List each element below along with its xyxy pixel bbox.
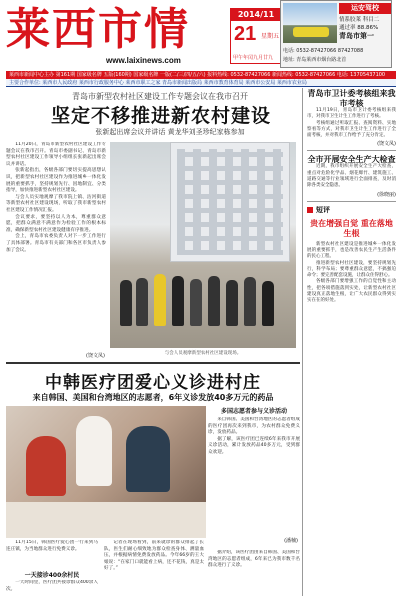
person-figure — [190, 279, 202, 326]
commentary-body — [307, 242, 396, 305]
paragraph: 11月15日，韩国医疗爱心团一行来到马连庄镇，为当地群众进行免费义诊。 — [6, 540, 98, 552]
person-figure — [208, 276, 220, 326]
commentary-title[interactable]: 贵在增强自觉 重在落地生根 — [310, 217, 393, 238]
date-weekday: 星期五 — [261, 33, 280, 40]
square-bullet-icon — [307, 207, 313, 213]
story2-subhead: 来自韩国、美国和台湾地区的志愿者，6年义诊发放40多万元的药品 — [32, 393, 274, 402]
paragraph: 会议要求，要坚持以人为本，尊重群众意愿，把群众满意不满意作为检验工作的根本标准，确保新型农村社区建设健康有序推进。 — [6, 214, 106, 233]
sidebar-credit: (潘楠) — [284, 538, 298, 544]
story2-photo — [6, 406, 206, 538]
story1-body — [6, 142, 106, 352]
date-day: 21 — [234, 23, 257, 45]
lunar-date: 甲午年闰九月廿九 — [233, 55, 274, 61]
paragraph: 张新起指出，各级各部门要切实提高思想认识，把新型农村社区建设作为推进城乡一体化发展的重要抓手，坚持规划先行、因地制宜、分类指导，加快推进新型农村社区建设。 — [6, 168, 106, 194]
ad-line: 情系胶莱 科目二 — [339, 17, 380, 23]
website-url[interactable]: www.laixinews.com — [106, 56, 181, 65]
right-story1-credit: (饶文凤) — [377, 141, 396, 148]
story1-credit: (饶文凤) — [86, 353, 105, 359]
story2-body — [6, 540, 98, 568]
car-image — [293, 27, 329, 37]
table-image — [6, 502, 206, 538]
date-year-month: 2014/11 — [231, 9, 281, 21]
driving-school-ad[interactable] — [280, 0, 392, 68]
story1-kicker: 青岛市新型农村社区建设工作专题会议在我市召开 — [72, 92, 248, 101]
person-figure — [226, 280, 238, 326]
story1-subhead: 张新起出席会议并讲话 黄龙华刘圣珍纪家栋参加 — [95, 128, 245, 136]
person-figure — [154, 274, 166, 326]
person-figure — [262, 281, 274, 326]
person-figure — [76, 416, 112, 486]
ad-line: 通过率 88.86% — [339, 25, 379, 31]
commentary-header — [307, 205, 396, 215]
story1-headline[interactable]: 坚定不移推进新农村建设 — [50, 105, 271, 127]
story2-subhead2: 一天接诊400余村民 — [24, 572, 80, 579]
paragraph: 各级各部门要增强工作的自觉性和主动性，把各项措施落到实处，让新型农村社区建设真正落地生根，让广大农民群众得到实实在在的好处。 — [307, 279, 396, 304]
paragraph: 来自韩国、美国和台湾地区的志愿者组成的医疗团再次来到我市，为农村群众免费义诊，发放药品。 — [208, 417, 300, 436]
commentary-label: 短评 — [316, 205, 330, 214]
person-figure — [136, 278, 148, 326]
ad-phone: 电话: 0532-87427066 87427088 — [283, 48, 364, 54]
section-divider — [6, 362, 300, 364]
right-story1-headline[interactable]: 青岛市卫计委考核组来我市考核 — [307, 88, 396, 108]
paragraph: 新型农村社区建设是推进城乡一体化发展的重要抓手，也是改善农民生产生活条件的民心工程。 — [307, 241, 396, 260]
right-column — [302, 88, 396, 596]
person-figure — [120, 280, 132, 326]
paragraph: 据介绍，该医疗团由来自韩国、美国和台湾地区的志愿者组成，6年来已为我市数千名群众进行了义诊。 — [208, 550, 300, 569]
story2-body — [208, 550, 300, 596]
paragraph: 一天时间里，医疗团共接诊群众400余人次。 — [6, 580, 98, 592]
paragraph: 考核组通过听取汇报、查阅资料、实地察看等方式，对我市卫生计生工作进行了全面考核，并对我市工作给予了充分肯定。 — [307, 120, 396, 139]
ad-address: 地址: 青岛莱西市烟台路北首 — [283, 57, 347, 63]
divider — [307, 150, 396, 151]
paragraph: 与会人员实地观摩了我市院上镇、沽河街道等新型农村社区建设现场，听取了我市新型农村社区建设工作情况汇报。 — [6, 194, 106, 213]
paragraph: 11月20日，青岛市新型农村社区建设工作专题会议在我市召开。青岛市委副书记、青岛市新型农村社区建设工作领导小组组长张新起出席会议并讲话。 — [6, 142, 106, 167]
paragraph: 据了解，该医疗团已连续6年来我市开展义诊活动，累计发放药品40多万元，受到群众欢迎。 — [208, 436, 300, 455]
right-story1-body — [307, 108, 396, 139]
person-figure — [244, 277, 256, 326]
paragraph: 记者在现场看到，前来就诊的群众排起了长队，医生们耐心细致地为群众检查身体、测量血压，并根据病情免费发放药品。今年66岁的王大娘说：“在家门口就能看上病，还不花钱，真是太好了。” — [104, 540, 204, 572]
right-story2-credit: (徐晓丽) — [377, 191, 396, 198]
date-box — [230, 8, 282, 64]
person-figure — [172, 276, 184, 326]
ad-photo — [283, 3, 337, 43]
sidebar-title: 多国志愿者参与义诊活动 — [220, 408, 287, 415]
story1-photo-caption: 与会人员观摩新型农村社区建设现场。 — [164, 351, 242, 356]
building-image — [170, 142, 290, 262]
right-story2-body — [307, 164, 396, 189]
paragraph: 会上，青岛市农委负责人对下一步工作进行了具体部署。青岛市有关部门和各区市负责人参加了会议。 — [6, 234, 106, 253]
ad-headline: 运安驾校 — [339, 3, 391, 14]
newspaper-title: 莱西市情 — [6, 4, 190, 55]
story2-sidebar — [208, 406, 300, 546]
paragraph: 推进新型农村社区建设，要坚持规划先行，科学布局；要尊重群众意愿，不搞强迫命令；要完善配套设施，让群众住得舒心。 — [307, 260, 396, 279]
person-figure — [126, 426, 170, 492]
story2-headline[interactable]: 中韩医疗团爱心义诊进村庄 — [45, 373, 261, 393]
sidebar-body — [208, 417, 300, 537]
person-figure — [26, 436, 66, 496]
publication-info-strip: 莱西市新闻中心主办 第161期 国家级名牌 五版(160期) 国家级名牌 一版(二/三/四/五/六) 报料热线: 0532-87427066 新闻热线: 0532-87427066 电话: 13705437100 — [6, 71, 396, 79]
story1-photo — [110, 142, 296, 348]
story2-body — [6, 580, 98, 596]
divider — [307, 201, 396, 202]
partner-units-strip: 主要合作单位: 莱西市人民政府 莱西市行政服务中心 莱西市职工之家 青岛市新闻出版局 莱西市教育体育局 莱西市公安局 莱西市农业局 — [6, 79, 396, 87]
paragraph: 近期，我市组织开展安全生产大检查，重点对危险化学品、烟花爆竹、建筑施工、道路交通等行业领域进行全面排查，及时消除各类安全隐患。 — [307, 164, 396, 189]
right-story2-headline[interactable]: 全市开展安全生产大检查 — [307, 154, 396, 165]
ad-line: 青岛市第一 — [339, 32, 374, 40]
story2-body — [104, 540, 204, 596]
paragraph: 11月19日，青岛市卫计委考核组来我市，对我市卫生计生工作进行了考核。 — [307, 108, 396, 120]
